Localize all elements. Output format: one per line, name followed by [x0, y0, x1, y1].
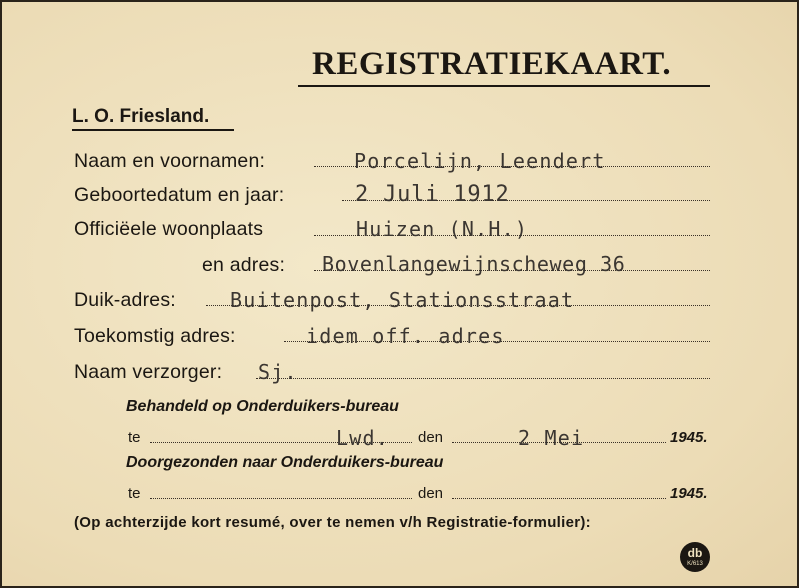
organization-underline [72, 129, 234, 131]
behandeld-year: 1945. [670, 429, 708, 446]
geboorte-value: 2 Juli 1912 [355, 182, 510, 207]
duik-value: Buitenpost, Stationsstraat [230, 288, 575, 312]
behandeld-te-label: te [128, 429, 141, 446]
adres-label: en adres: [202, 254, 286, 276]
adres-value: Bovenlangewijnscheweg 36 [322, 252, 626, 276]
printer-logo-icon [680, 542, 710, 572]
doorgezonden-den-dotted-line [452, 498, 666, 499]
naam-label: Naam en voornamen: [74, 150, 266, 172]
logo-text: db [687, 546, 703, 560]
geboorte-label: Geboortedatum en jaar: [74, 184, 285, 206]
woonplaats-label: Officiëele woonplaats [74, 218, 264, 240]
card-title: REGISTRATIEKAART. [312, 46, 672, 82]
naam-value: Porcelijn, Leendert [354, 149, 606, 173]
toekomstig-label: Toekomstig adres: [74, 325, 236, 347]
doorgezonden-te-dotted-line [150, 498, 412, 499]
duik-label: Duik-adres: [74, 289, 176, 311]
verzorger-label: Naam verzorger: [74, 361, 223, 383]
woonplaats-value: Huizen (N.H.) [356, 217, 529, 241]
verzorger-value: Sj. [258, 360, 298, 384]
verzorger-dotted-line [256, 378, 710, 379]
footer-note: (Op achterzijde kort resumé, over te nemen v/h Registratie-formulier): [74, 514, 591, 531]
logo-subtext: K/613 [687, 561, 703, 567]
registration-card [2, 2, 797, 586]
doorgezonden-den-label: den [418, 485, 444, 502]
behandeld-den-label: den [418, 429, 444, 446]
behandeld-den-value: 2 Mei [518, 426, 585, 450]
doorgezonden-te-label: te [128, 485, 141, 502]
toekomstig-value: idem off. adres [306, 324, 505, 348]
doorgezonden-year: 1945. [670, 485, 708, 502]
behandeld-heading: Behandeld op Onderduikers-bureau [126, 398, 399, 415]
title-underline [298, 85, 710, 87]
behandeld-te-value: Lwd. [336, 426, 389, 450]
organization-name: L. O. Friesland. [72, 106, 210, 127]
doorgezonden-heading: Doorgezonden naar Onderduikers-bureau [126, 454, 444, 471]
